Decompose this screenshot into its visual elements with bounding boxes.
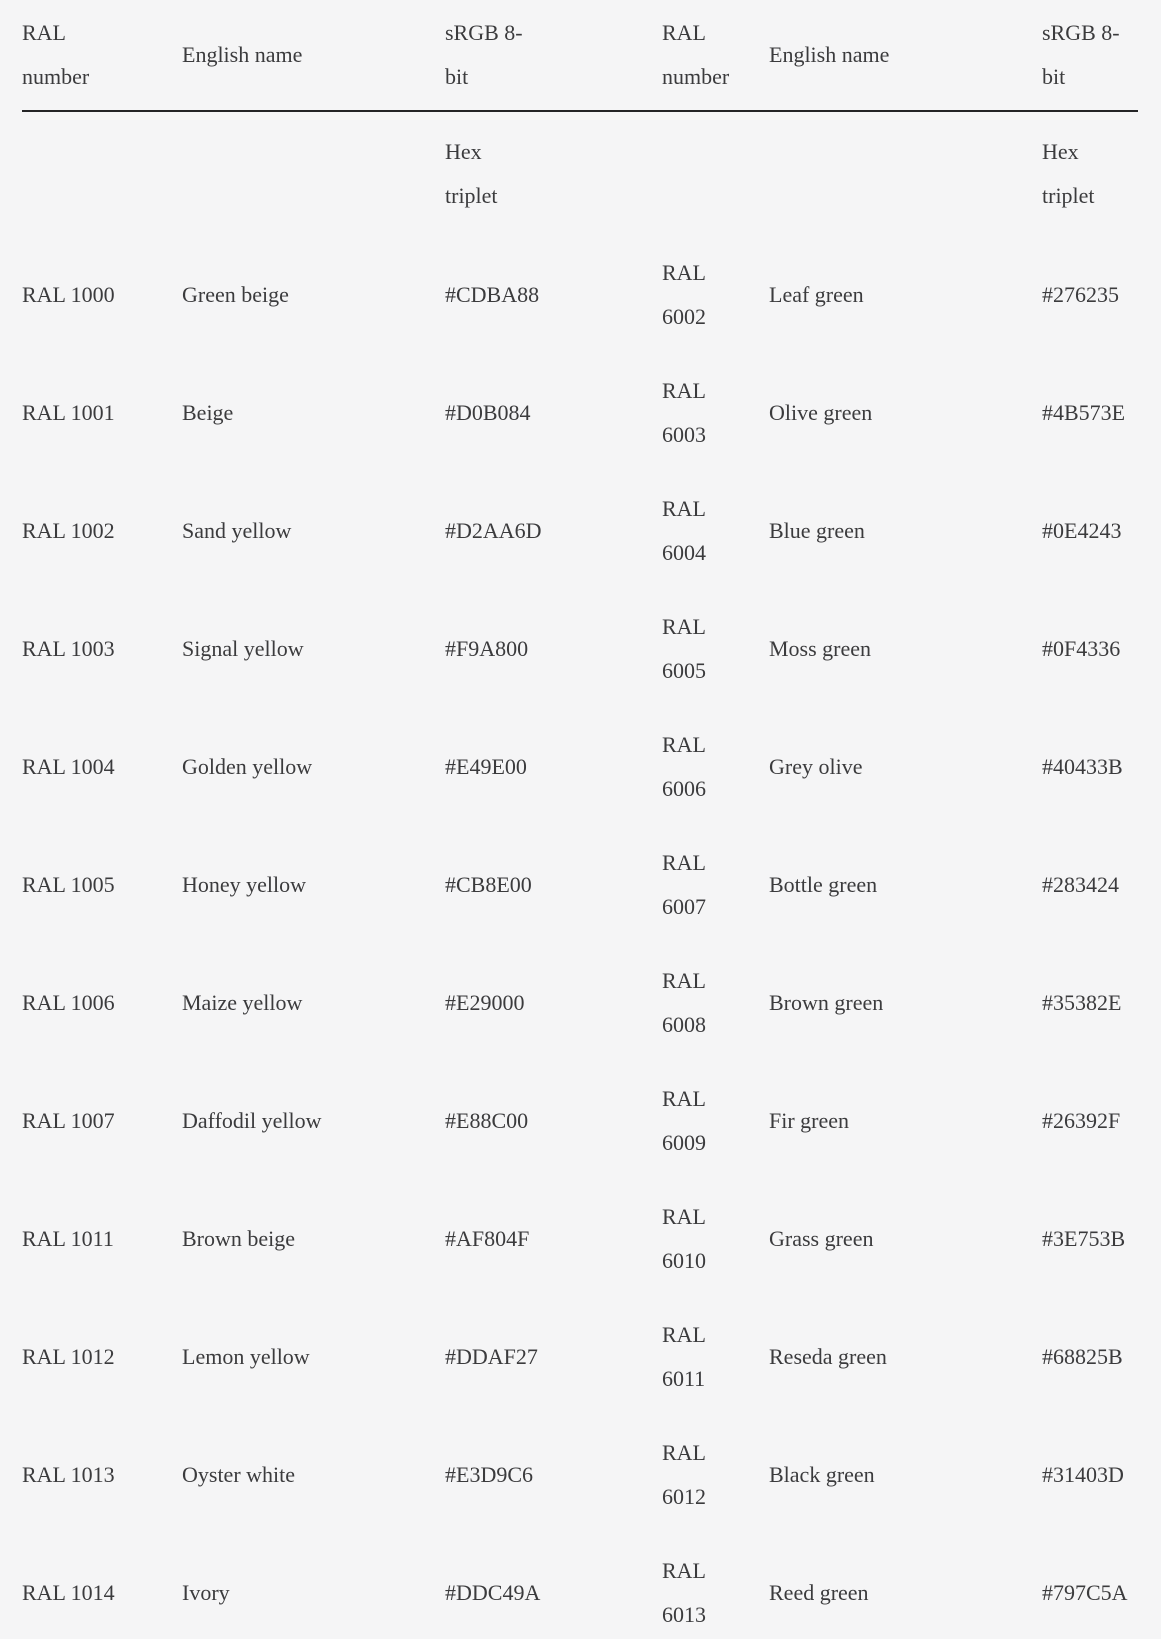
color-name-cell — [769, 1298, 1042, 1416]
ral-number-cell — [662, 1534, 769, 1639]
color-name-cell — [769, 826, 1042, 944]
color-name-text: Green beige — [182, 282, 289, 307]
hex-value-text: #E49E00 — [445, 754, 527, 779]
hex-value-text: #68825B — [1042, 1344, 1123, 1369]
ral-number-cell — [22, 1416, 182, 1534]
color-name-cell — [769, 1534, 1042, 1639]
ral-number-text: RAL 6008 — [662, 968, 706, 1037]
ral-number-cell — [662, 708, 769, 826]
header-ral-number-left — [22, 0, 182, 112]
ral-number-cell — [662, 354, 769, 472]
color-name-text: Golden yellow — [182, 754, 313, 779]
hex-value-text: #35382E — [1042, 990, 1122, 1015]
color-name-text: Black green — [769, 1462, 875, 1487]
color-name-cell — [182, 1298, 445, 1416]
ral-number-text: RAL 6011 — [662, 1322, 706, 1391]
hex-value-text: #DDC49A — [445, 1580, 541, 1605]
color-name-cell — [182, 1062, 445, 1180]
ral-number-text: RAL 6009 — [662, 1086, 706, 1155]
ral-number-text: RAL 6004 — [662, 496, 706, 565]
hex-value-cell — [1042, 472, 1138, 590]
hex-value-cell — [1042, 708, 1138, 826]
subheader-empty-cell — [662, 112, 769, 236]
hex-value-cell — [1042, 1416, 1138, 1534]
header-english-name-left — [182, 0, 445, 112]
color-name-cell — [769, 708, 1042, 826]
ral-number-cell — [662, 944, 769, 1062]
subheader-hex-triplet-right — [1042, 112, 1138, 236]
color-name-cell — [182, 590, 445, 708]
ral-number-cell — [22, 1180, 182, 1298]
ral-number-cell — [22, 236, 182, 354]
hex-value-text: #D0B084 — [445, 400, 531, 425]
hex-value-cell — [1042, 1298, 1138, 1416]
subheader-empty-cell — [769, 112, 1042, 236]
hex-value-cell — [1042, 944, 1138, 1062]
ral-number-cell — [22, 826, 182, 944]
ral-number-cell — [22, 354, 182, 472]
color-name-cell — [182, 1416, 445, 1534]
color-name-cell — [769, 590, 1042, 708]
hex-value-text: #CB8E00 — [445, 872, 532, 897]
ral-number-text: RAL 6005 — [662, 614, 706, 683]
hex-value-cell — [445, 236, 662, 354]
hex-value-cell — [1042, 826, 1138, 944]
ral-number-text: RAL 1013 — [22, 1462, 115, 1487]
ral-number-text: RAL 6002 — [662, 260, 706, 329]
ral-number-text: RAL 6007 — [662, 850, 706, 919]
ral-color-table — [22, 0, 1138, 1639]
color-name-cell — [182, 944, 445, 1062]
ral-number-cell — [22, 1534, 182, 1639]
color-name-cell — [769, 944, 1042, 1062]
ral-number-text: RAL 1003 — [22, 636, 115, 661]
hex-value-cell — [445, 354, 662, 472]
color-name-cell — [182, 826, 445, 944]
hex-value-text: #AF804F — [445, 1226, 530, 1251]
color-name-cell — [769, 1062, 1042, 1180]
hex-value-text: #26392F — [1042, 1108, 1121, 1133]
hex-value-cell — [445, 472, 662, 590]
ral-number-text: RAL 6010 — [662, 1204, 706, 1273]
hex-value-cell — [445, 826, 662, 944]
ral-number-text: RAL 6013 — [662, 1558, 706, 1627]
ral-number-cell — [22, 590, 182, 708]
color-name-text: Brown green — [769, 990, 884, 1015]
header-srgb-left — [445, 0, 662, 112]
color-name-text: Ivory — [182, 1580, 230, 1605]
ral-number-text: RAL 1002 — [22, 518, 115, 543]
color-name-text: Grass green — [769, 1226, 874, 1251]
color-name-text: Oyster white — [182, 1462, 296, 1487]
color-name-text: Sand yellow — [182, 518, 292, 543]
header-srgb-right — [1042, 0, 1138, 112]
header-english-name-right-text: English name — [769, 42, 890, 67]
color-name-cell — [182, 708, 445, 826]
color-name-cell — [182, 236, 445, 354]
hex-value-cell — [445, 1062, 662, 1180]
color-name-text: Leaf green — [769, 282, 864, 307]
ral-number-text: RAL 6012 — [662, 1440, 706, 1509]
color-name-text: Fir green — [769, 1108, 850, 1133]
color-name-text: Blue green — [769, 518, 865, 543]
hex-value-cell — [1042, 1180, 1138, 1298]
header-english-name-right — [769, 0, 1042, 112]
hex-value-cell — [1042, 590, 1138, 708]
hex-value-text: #4B573E — [1042, 400, 1126, 425]
ral-number-cell — [662, 1062, 769, 1180]
color-name-cell — [182, 1534, 445, 1639]
hex-value-text: #3E753B — [1042, 1226, 1126, 1251]
ral-number-text: RAL 1000 — [22, 282, 115, 307]
ral-number-cell — [22, 472, 182, 590]
hex-value-cell — [445, 1416, 662, 1534]
hex-value-text: #E29000 — [445, 990, 525, 1015]
subheader-empty-cell — [182, 112, 445, 236]
ral-number-cell — [662, 236, 769, 354]
hex-value-text: #276235 — [1042, 282, 1119, 307]
color-name-cell — [182, 354, 445, 472]
ral-number-text: RAL 1006 — [22, 990, 115, 1015]
ral-number-text: RAL 1004 — [22, 754, 115, 779]
hex-value-text: #D2AA6D — [445, 518, 542, 543]
hex-value-cell — [445, 1298, 662, 1416]
color-name-cell — [769, 354, 1042, 472]
hex-value-cell — [445, 1180, 662, 1298]
hex-value-text: #797C5A — [1042, 1580, 1128, 1605]
hex-value-cell — [1042, 1534, 1138, 1639]
ral-number-cell — [22, 1062, 182, 1180]
ral-number-text: RAL 6006 — [662, 732, 706, 801]
header-ral-number-right — [662, 0, 769, 112]
color-name-cell — [769, 1180, 1042, 1298]
hex-value-text: #31403D — [1042, 1462, 1124, 1487]
hex-value-cell — [445, 590, 662, 708]
hex-value-cell — [445, 944, 662, 1062]
color-name-text: Reseda green — [769, 1344, 887, 1369]
ral-number-cell — [662, 590, 769, 708]
ral-number-text: RAL 1012 — [22, 1344, 115, 1369]
color-name-text: Maize yellow — [182, 990, 303, 1015]
header-ral-number-right-text: RAL number — [662, 20, 730, 89]
header-srgb-left-text: sRGB 8-bit — [445, 20, 523, 89]
hex-value-cell — [445, 708, 662, 826]
color-name-text: Beige — [182, 400, 234, 425]
hex-value-cell — [445, 1534, 662, 1639]
ral-number-cell — [22, 944, 182, 1062]
color-name-text: Moss green — [769, 636, 872, 661]
color-name-cell — [182, 472, 445, 590]
ral-number-text: RAL 1007 — [22, 1108, 115, 1133]
color-name-text: Bottle green — [769, 872, 878, 897]
hex-value-text: #0E4243 — [1042, 518, 1122, 543]
ral-number-cell — [22, 708, 182, 826]
hex-value-text: #283424 — [1042, 872, 1119, 897]
ral-number-text: RAL 1005 — [22, 872, 115, 897]
hex-value-cell — [1042, 1062, 1138, 1180]
color-name-cell — [182, 1180, 445, 1298]
ral-number-cell — [662, 1180, 769, 1298]
ral-number-cell — [22, 1298, 182, 1416]
color-name-text: Grey olive — [769, 754, 863, 779]
color-name-text: Daffodil yellow — [182, 1108, 322, 1133]
color-name-text: Honey yellow — [182, 872, 307, 897]
hex-value-cell — [1042, 236, 1138, 354]
header-ral-number-left-text: RAL number — [22, 20, 90, 89]
color-name-text: Lemon yellow — [182, 1344, 310, 1369]
ral-number-text: RAL 1001 — [22, 400, 115, 425]
ral-number-text: RAL 1014 — [22, 1580, 115, 1605]
subheader-hex-triplet-right-text: Hex triplet — [1042, 139, 1095, 208]
color-name-text: Olive green — [769, 400, 873, 425]
header-srgb-right-text: sRGB 8-bit — [1042, 20, 1120, 89]
ral-number-cell — [662, 1416, 769, 1534]
hex-value-text: #E88C00 — [445, 1108, 529, 1133]
color-name-cell — [769, 236, 1042, 354]
color-name-text: Reed green — [769, 1580, 869, 1605]
color-name-cell — [769, 472, 1042, 590]
ral-number-cell — [662, 826, 769, 944]
color-name-text: Brown beige — [182, 1226, 296, 1251]
hex-value-text: #F9A800 — [445, 636, 529, 661]
hex-value-cell — [1042, 354, 1138, 472]
hex-value-text: #E3D9C6 — [445, 1462, 533, 1487]
hex-value-text: #CDBA88 — [445, 282, 540, 307]
header-english-name-left-text: English name — [182, 42, 303, 67]
hex-value-text: #DDAF27 — [445, 1344, 538, 1369]
hex-value-text: #0F4336 — [1042, 636, 1121, 661]
subheader-empty-cell — [22, 112, 182, 236]
subheader-hex-triplet-left-text: Hex triplet — [445, 139, 498, 208]
ral-number-text: RAL 1011 — [22, 1226, 114, 1251]
subheader-hex-triplet-left — [445, 112, 662, 236]
color-name-text: Signal yellow — [182, 636, 304, 661]
ral-number-text: RAL 6003 — [662, 378, 706, 447]
ral-number-cell — [662, 472, 769, 590]
color-name-cell — [769, 1416, 1042, 1534]
ral-number-cell — [662, 1298, 769, 1416]
hex-value-text: #40433B — [1042, 754, 1123, 779]
